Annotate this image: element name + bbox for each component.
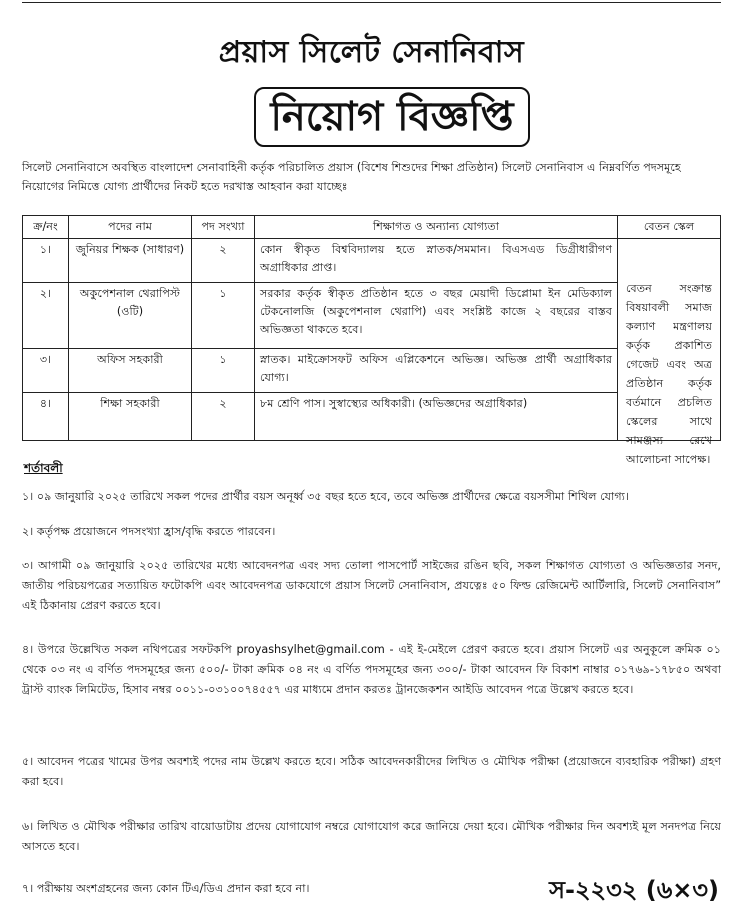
table-row xyxy=(23,349,721,393)
row-qualification: ৮ম শ্রেণি পাস। সুস্বাস্থ্যের অধিকারী। (অভিজ্ঞদের অগ্রাধিকার) xyxy=(255,393,618,441)
top-rule xyxy=(22,2,721,3)
term-item-5: ৫। আবেদন পত্রের খামের উপর অবশ্যই পদের নাম উল্লেখ করতে হবে। সঠিক আবেদনকারীদের লিখিত ও মৌখিক পরীক্ষা (প্রয়োজনে ব্যবহারিক পরীক্ষা) গ্রহণ করা হবে। xyxy=(22,755,721,788)
table-row xyxy=(23,393,721,441)
term-item-1: ১। ০৯ জানুয়ারি ২০২৫ তারিখে সকল পদের প্রার্থীর বয়স অনূর্ধ্ব ৩৫ বছর হতে হবে, তবে অভিজ্ঞ প্রার্থীদের ক্ষেত্রে বয়সসীমা শিথিল যোগ্য। xyxy=(22,490,629,503)
row-qualification: সরকার কর্তৃক স্বীকৃত প্রতিষ্ঠান হতে ৩ বছর মেয়াদী ডিপ্লোমা ইন মেডিক্যাল টেকনোলজি (অকুপেশনাল থেরাপি) এবং সংশ্লিষ্ট কাজে ২ বছরের বাস্তব অভিজ্ঞতা থাকতে হবে। xyxy=(255,283,618,349)
row-post-count: ১ xyxy=(192,283,255,349)
term-item-4: ৪। উপরে উল্লেখিত সকল নথিপত্রের সফটকপি proyashsylhet@gmail.com - এই ই-মেইলে প্রেরণ করতে হবে। প্রয়াস সিলেট এর অনুকূলে ক্রমিক ০১ থেকে ০৩ নং এ বর্ণিত পদসমূহের জন্য ৫০০/- টাকা ক্রমিক ০৪ নং এ বর্ণিত পদসমূহের জন্য ৩০০/- টাকা আবেদন ফি বিকাশ নাম্বার ০১৭৬৯-১৭৮৫০ অথবা ট্রাস্ট ব্যাংক লিমিটেড, হিসাব নম্বর ০০১১-০৩১০০৭৪৫৫৭ এর মাধ্যমে প্রদান করতঃ ট্রানজেকশন আইডি আবেদন পত্রে উল্লেখ করতে হবে। xyxy=(22,643,721,696)
row-post-name: অকুপেশনাল থেরাপিস্ট (ওটি) xyxy=(69,283,192,349)
salary-scale-cell xyxy=(618,239,721,466)
header-qualification: শিক্ষাগত ও অন্যান্য যোগ্যতা xyxy=(255,216,618,239)
term-item-6: ৬। লিখিত ও মৌখিক পরীক্ষার তারিখ বায়োডাটায় প্রদেয় যোগাযোগ নম্বরে যোগাযোগ করে জানিয়ে দেয়া হবে। মৌখিক পরীক্ষার দিন অবশ্যই মূল সনদপত্র নিয়ে আসতে হবে। xyxy=(22,820,721,853)
term-item-3: ৩। আগামী ০৯ জানুয়ারি ২০২৫ তারিখের মধ্যে আবেদনপত্র এবং সদ্য তোলা পাসপোর্ট সাইজের রঙিন ছবি, সকল শিক্ষাগত যোগ্যতা ও অভিজ্ঞতার সনদ, জাতীয় পরিচয়পত্রের সত্যায়িত ফটোকপি এবং আবেদনপত্র ডাকযোগে প্রয়াস সিলেট সেনানিবাস, প্রযত্নেঃ ৫০ ফিল্ড রেজিমেন্ট আর্টিলারি, সিলেট সেনানিবাস” এই ঠিকানায় প্রেরণ করতে হবে। xyxy=(22,559,721,612)
row-serial: ৪। xyxy=(23,393,69,441)
notice-title-box xyxy=(254,87,530,147)
intro-paragraph: সিলেট সেনানিবাসে অবস্থিত বাংলাদেশ সেনাবাহিনী কর্তৃক পরিচালিত প্রয়াস (বিশেষ শিশুদের শিক্ষা প্রতিষ্ঠান) সিলেট সেনানিবাস এ নিম্নবর্ণিত পদসমূহে নিয়োগের নিমিত্তে যোগ্য প্রার্থীদের নিকট হতে দরখাস্ত আহবান করা যাচ্ছেঃ xyxy=(22,161,681,193)
row-serial: ২। xyxy=(23,283,69,349)
header-post-count: পদ সংখ্যা xyxy=(192,216,255,239)
header-serial: ক্র/নং xyxy=(23,216,69,239)
notice-title: নিয়োগ বিজ্ঞপ্তি xyxy=(270,94,514,140)
row-post-name: অফিস সহকারী xyxy=(69,349,192,393)
publication-code: স-২২৩২ (৬×৩) xyxy=(549,876,719,904)
table-row xyxy=(23,283,721,349)
row-post-count: ১ xyxy=(192,349,255,393)
header-post-name: পদের নাম xyxy=(69,216,192,239)
term-item-2: ২। কর্তৃপক্ষ প্রয়োজনে পদসংখ্যা হ্রাস/বৃদ্ধি করতে পারবেন। xyxy=(22,525,276,538)
table-row xyxy=(23,239,721,283)
row-serial: ১। xyxy=(23,239,69,283)
header-salary-scale: বেতন স্কেল xyxy=(618,216,721,239)
salary-note: বেতন সংক্রান্ত বিষয়াবলী সমাজ কল্যাণ মন্ত্রণালয় কর্তৃক প্রকাশিত গেজেট এবং অত্র প্রতিষ্ঠান কর্তৃক বর্তমানে প্রচলিত স্কেলের সাথে সামঞ্জস্য রেখে আলোচনা সাপেক্ষ। xyxy=(626,282,712,466)
row-qualification: কোন স্বীকৃত বিশ্ববিদ্যালয় হতে স্নাতক/সমমান। বিএসএড ডিগ্রীধারীগণ অগ্রাধিকার প্রাপ্ত। xyxy=(255,239,618,283)
terms-heading: শর্তাবলী xyxy=(24,461,63,475)
row-post-count: ২ xyxy=(192,239,255,283)
organization-name: প্রয়াস সিলেট সেনানিবাস xyxy=(218,35,525,70)
vacancy-table xyxy=(22,215,721,466)
row-post-name: শিক্ষা সহকারী xyxy=(69,393,192,441)
table-header-row xyxy=(23,216,721,239)
row-post-name: জুনিয়র শিক্ষক (সাধারণ) xyxy=(69,239,192,283)
row-serial: ৩। xyxy=(23,349,69,393)
term-item-7: ৭। পরীক্ষায় অংশগ্রহনের জন্য কোন টিএ/ডিএ প্রদান করা হবে না। xyxy=(22,882,310,895)
row-qualification: স্নাতক। মাইক্রোসফট অফিস এপ্লিকেশনে অভিজ্ঞ। অভিজ্ঞ প্রার্থী অগ্রাধিকার যোগ্য। xyxy=(255,349,618,393)
row-post-count: ২ xyxy=(192,393,255,441)
